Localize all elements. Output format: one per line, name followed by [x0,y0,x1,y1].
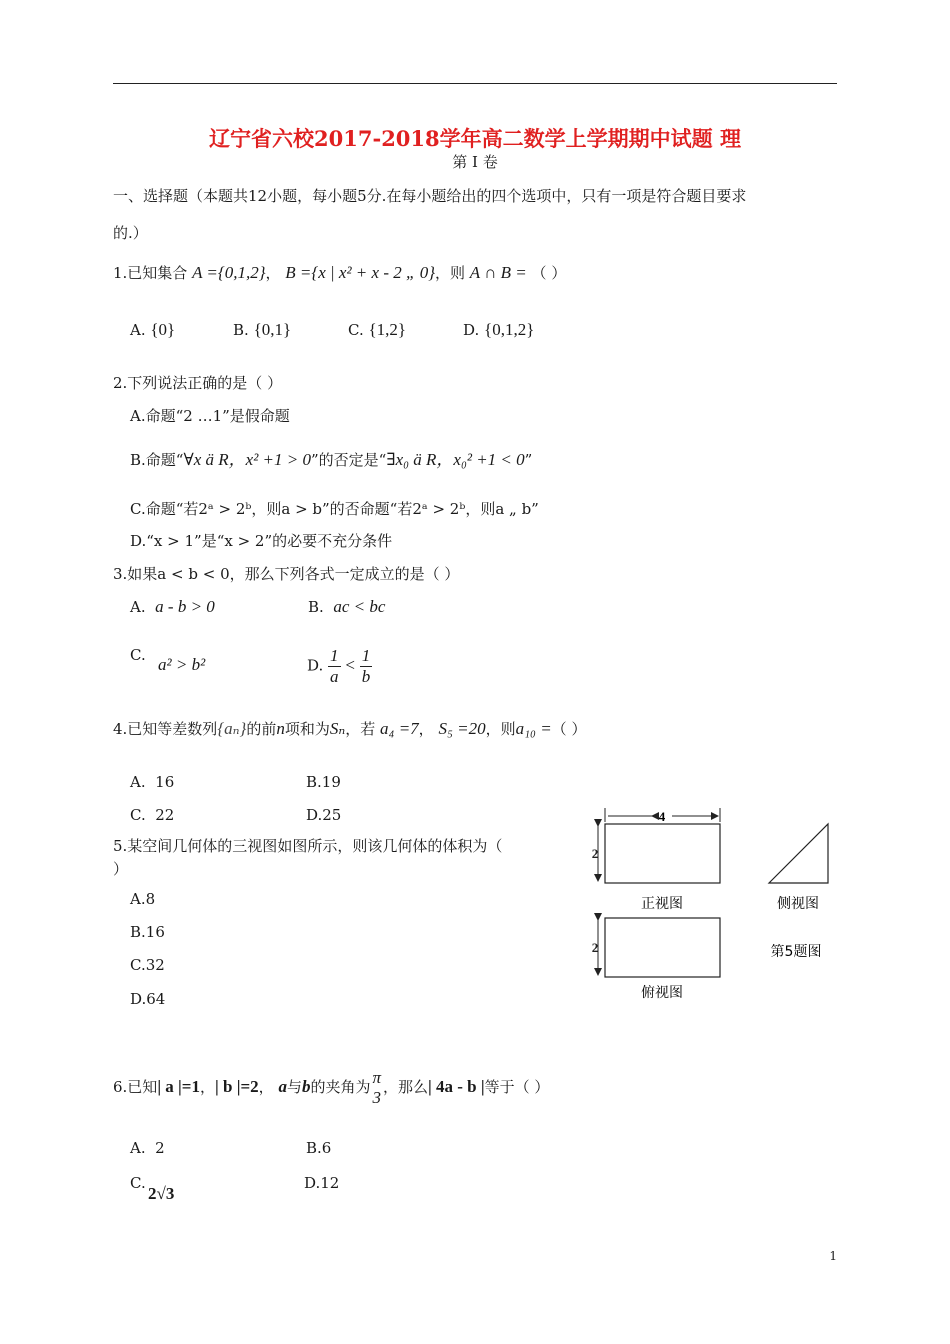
q6-cond1: | a |=1 [157,1077,200,1096]
q4-a10: a₁₀ = [515,719,552,738]
option-label: B. [130,923,146,941]
q4-stem-text: 4.已知等差数列 [113,720,218,738]
q6-option-d [304,1174,339,1192]
q6-stem [113,1068,549,1108]
option-label: D. [463,321,480,339]
option-label: D. [306,806,323,824]
option-label: D. [307,656,324,675]
dim-width-label: 4 [658,809,666,824]
q3-stem: 3.如果a < b < 0，那么下列各式一定成立的是（ ） [113,565,460,583]
q6-vec-a: a [278,1077,287,1096]
option-value: 6 [321,1139,332,1157]
q6-stem-text: 6.已知 [113,1078,158,1096]
option-value: 16 [145,923,165,941]
q4-option-d [306,806,341,824]
q5-stem-line2: ） [113,860,129,878]
three-view-figure [580,800,840,1005]
option-value: 64 [146,990,166,1008]
front-view-label: 正视图 [641,896,683,912]
option-value: a - b > 0 [155,597,215,616]
q4-mid3: ，若 [345,720,376,738]
page-title: 辽宁省六校2017-2018学年高二数学上学期期中试题 理 [209,126,741,151]
q5-option-a [130,890,155,908]
top-view-rect [605,918,720,977]
q3-option-d [307,646,372,687]
q4-n: n [276,719,285,738]
option-value: 2 [155,1139,165,1157]
q5-option-d [130,990,165,1008]
q6-expr: | 4a - b | [428,1077,485,1096]
q6-option-c-value: 2√3 [148,1184,175,1203]
denominator: b [361,667,371,686]
q2-b-end: ” [524,451,533,469]
page-number: 1 [829,1249,837,1263]
q4-a4: a₄ =7 [380,719,419,738]
q6-option-c-label: C. [130,1174,146,1192]
denominator: 3 [372,1088,381,1107]
q1-then: ，则 [435,264,466,282]
q4-option-b [306,773,341,791]
q4-option-c [130,806,174,824]
option-label: B. [306,1139,322,1157]
option-label: A. [130,598,146,616]
q1-paren: （ ） [531,264,567,282]
q1-stem-text: 1.已知集合 [113,264,188,282]
option-value: 22 [155,806,175,824]
q1-set-b: B ={x | x² + x - 2 „ 0} [285,263,435,282]
option-value: {0} [150,320,176,339]
q4-mid2: 项和为 [284,720,330,738]
q1-option-d [463,320,534,340]
q6-eq: 等于（ ） [484,1078,550,1096]
q3-option-c-label: C. [130,646,146,664]
q6-sep1: ， [200,1078,216,1096]
q4-paren: （ ） [551,720,587,738]
q6-option-b [306,1139,331,1157]
denominator: a [330,667,339,686]
option-label: C. [348,321,364,339]
side-view-label: 侧视图 [777,896,819,912]
option-label: A. [130,890,146,908]
q4-stem [113,718,586,739]
q3-option-a [130,597,215,617]
q3-option-b [308,597,385,617]
q4-mid4: ，则 [485,720,516,738]
q2-stem: 2.下列说法正确的是（ ） [113,374,283,392]
fraction-1-over-a [328,646,341,687]
q6-option-a [130,1139,165,1157]
q1-sep: ， [265,264,281,282]
option-value: ac < bc [333,597,386,616]
q5-option-c [130,956,165,974]
volume-label: 第 I 卷 [452,153,498,171]
q2-option-d: D.“x > 1”是“x > 2”的必要不充分条件 [130,532,393,550]
option-label: B. [308,598,324,616]
section-instructions-line2: 的.） [113,224,148,242]
q6-cond2: | b |=2 [215,1077,259,1096]
fraction-1-over-b [360,646,373,687]
option-value: 32 [145,956,165,974]
option-label: A. [130,773,146,791]
q4-seq: {aₙ} [217,719,247,738]
q4-s5: S₅ =20 [438,719,486,738]
q3-option-c-value: a² > b² [158,655,206,674]
top-view-label: 俯视图 [641,985,683,1001]
q6-then: ，那么 [383,1078,429,1096]
operator: < [345,655,355,675]
numerator: 1 [330,646,339,665]
q2-b-math1: ∀x ä R，x² +1 > 0 [183,450,311,469]
q6-sep2: ， [258,1078,274,1096]
q1-expr: A ∩ B = [469,263,527,282]
option-value: 12 [320,1174,340,1192]
top-height-label: 2 [591,940,599,955]
q1-stem [113,262,566,283]
side-view-triangle [769,824,828,883]
header-rule [113,83,837,84]
front-height-label: 2 [591,846,599,861]
option-label: C. [130,806,146,824]
q1-option-b [233,320,291,340]
q2-option-b [130,445,532,470]
q5-stem-line1: 5.某空间几何体的三视图如图所示，则该几何体的体积为（ [113,837,503,855]
q1-option-a [130,320,175,340]
q2-option-c: C.命题“若2ᵃ > 2ᵇ，则a > b”的否命题“若2ᵃ > 2ᵇ，则a „ b” [130,500,539,518]
fraction-pi-over-3 [370,1068,383,1108]
q6-yu: 与 [286,1078,302,1096]
front-view-rect [605,824,720,883]
q4-sn: Sₙ [329,719,346,738]
option-value: 25 [322,806,342,824]
numerator: π [372,1068,382,1087]
option-value: 8 [145,890,156,908]
q2-b-math2: ∃x₀ ä R，x₀² +1 < 0 [386,450,525,469]
q1-option-c [348,320,406,340]
q2-b-mid: ”的否定是“ [311,451,387,469]
option-value: 19 [321,773,341,791]
option-value: 16 [155,773,175,791]
option-label: B. [306,773,322,791]
q2-option-a: A.命题“2 …1”是假命题 [130,407,290,425]
option-label: D. [304,1174,321,1192]
q5-option-b [130,923,165,941]
option-value: {0,1} [253,320,292,339]
option-label: B. [233,321,249,339]
section-instructions-line1: 一、选择题（本题共12小题，每小题5分.在每小题给出的四个选项中，只有一项是符合题目要求 [113,187,747,205]
q4-mid1: 的前 [246,720,277,738]
q4-sep: ， [418,720,434,738]
option-label: C. [130,956,146,974]
option-label: A. [130,321,146,339]
q6-vec-b: b [301,1077,311,1096]
option-label: D. [130,990,147,1008]
option-label: A. [130,1139,146,1157]
q4-option-a [130,773,174,791]
option-value: {0,1,2} [484,320,535,339]
figure-caption: 第5题图 [770,944,822,960]
option-value: {1,2} [368,320,407,339]
q2-b-pre: B.命题“ [130,451,184,469]
q6-angle-text: 的夹角为 [310,1078,371,1096]
numerator: 1 [361,646,371,665]
q1-set-a: A ={0,1,2} [192,263,266,282]
